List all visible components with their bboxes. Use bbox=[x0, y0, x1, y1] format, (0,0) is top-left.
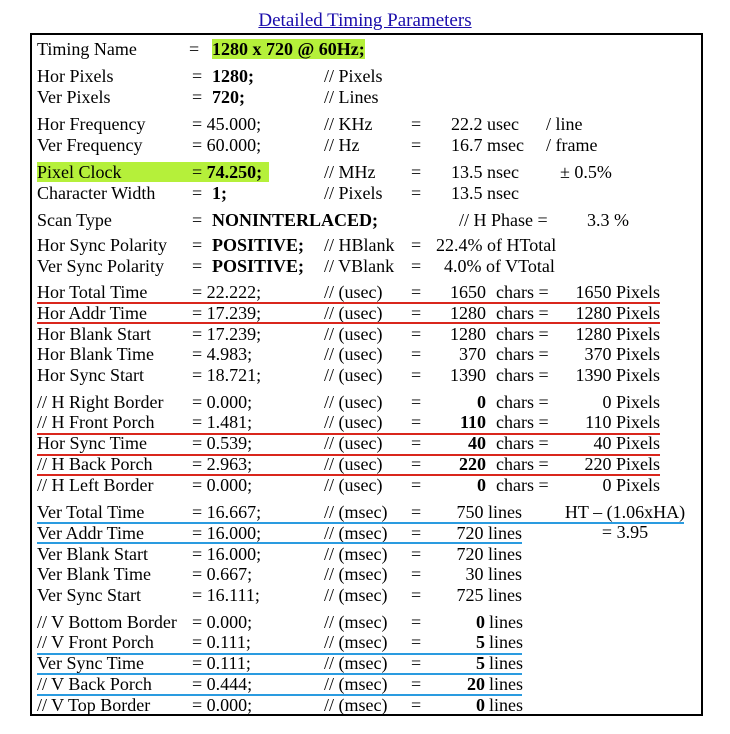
hdetail-row-chars: 0 bbox=[477, 392, 486, 412]
vdetail-row-word: lines bbox=[489, 674, 523, 694]
hor-row-pixels: 1650 Pixels bbox=[575, 282, 660, 302]
red-underline bbox=[37, 474, 660, 476]
char-width-num: 13.5 nsec bbox=[451, 183, 519, 203]
ver-row-lines: 720 lines bbox=[456, 544, 522, 564]
vdetail-row-eq: = bbox=[411, 674, 422, 694]
hdetail-row-chars: 0 bbox=[477, 475, 486, 495]
ver-row-label: Ver Blank Time bbox=[37, 564, 152, 584]
ver-row-unit: // (msec) bbox=[324, 502, 388, 522]
ver-row-value: = 16.667; bbox=[192, 502, 262, 522]
vdetail-row-word: lines bbox=[489, 632, 523, 652]
hor-row-eq: = bbox=[411, 303, 422, 323]
vdetail-row-eq: = bbox=[411, 653, 422, 673]
hdetail-row-value: = 1.481; bbox=[192, 412, 253, 432]
hor-row-pixels: 1390 Pixels bbox=[575, 365, 660, 385]
vdetail-row-label: // V Front Porch bbox=[37, 632, 154, 652]
vdetail-row-word: lines bbox=[489, 653, 523, 673]
vdetail-row-num: 20 bbox=[467, 674, 485, 694]
pixel-clock-label: Pixel Clock bbox=[37, 162, 189, 182]
hor-pixels-label: Hor Pixels bbox=[37, 66, 114, 86]
hor-row-value: = 22.222; bbox=[192, 282, 262, 302]
ver-freq-label: Ver Frequency bbox=[37, 135, 143, 155]
pixel-clock-unit: // MHz bbox=[324, 162, 376, 182]
hor-row-word: chars = bbox=[496, 282, 549, 302]
hor-row-chars: 1280 bbox=[450, 324, 486, 344]
vdetail-row-label: Ver Sync Time bbox=[37, 653, 145, 673]
ver-row-eq: = bbox=[411, 564, 422, 584]
h-phase-label: // H Phase = bbox=[459, 210, 548, 230]
blue-underline bbox=[37, 653, 522, 655]
vdetail-row-eq: = bbox=[411, 612, 422, 632]
ver-row-lines: 720 lines bbox=[456, 523, 522, 543]
hdetail-row-label: // H Left Border bbox=[37, 475, 154, 495]
hor-row-value: = 18.721; bbox=[192, 365, 262, 385]
ht-note-line1: HT – (1.06xHA) bbox=[564, 502, 686, 522]
hblank-eq: = bbox=[411, 235, 422, 255]
ver-row-value: = 16.000; bbox=[192, 544, 262, 564]
pixel-clock-eq: = bbox=[192, 162, 203, 182]
hor-row-word: chars = bbox=[496, 324, 549, 344]
hdetail-row-eq: = bbox=[411, 475, 422, 495]
hor-row-value: = 4.983; bbox=[192, 344, 253, 364]
vdetail-row-word: lines bbox=[489, 695, 523, 715]
hor-row-unit: // (usec) bbox=[324, 282, 383, 302]
pixel-clock-value: 74.250; bbox=[206, 162, 263, 182]
pixel-clock-value-group bbox=[189, 162, 269, 182]
ver-row-eq: = bbox=[411, 544, 422, 564]
hor-row-chars: 1650 bbox=[450, 282, 486, 302]
hdetail-row-pixels: 220 Pixels bbox=[584, 454, 660, 474]
vsync-pol-label: Ver Sync Polarity bbox=[37, 256, 164, 276]
red-underline bbox=[37, 322, 660, 324]
vdetail-row-label: // V Top Border bbox=[37, 695, 151, 715]
ver-row-unit: // (msec) bbox=[324, 523, 388, 543]
hdetail-row-value: = 0.000; bbox=[192, 475, 253, 495]
hor-row-eq: = bbox=[411, 344, 422, 364]
hor-freq-value: = 45.000; bbox=[192, 114, 262, 134]
ver-row-value: = 0.667; bbox=[192, 564, 253, 584]
hor-pixels-unit: // Pixels bbox=[324, 66, 383, 86]
vsync-pol-value: POSITIVE; bbox=[212, 256, 305, 276]
blue-underline bbox=[37, 542, 522, 544]
hsync-pol-eq: = bbox=[192, 235, 203, 255]
ver-freq-unit: // Hz bbox=[324, 135, 360, 155]
hdetail-row-pixels: 110 Pixels bbox=[585, 412, 660, 432]
hor-freq-eq: = bbox=[411, 114, 422, 134]
hor-row-chars: 1280 bbox=[450, 303, 486, 323]
ver-freq-value: = 60.000; bbox=[192, 135, 262, 155]
ver-freq-num: 16.7 msec bbox=[451, 135, 524, 155]
hor-row-eq: = bbox=[411, 365, 422, 385]
hdetail-row-unit: // (usec) bbox=[324, 392, 383, 412]
vdetail-row-num: 0 bbox=[476, 612, 485, 632]
vdetail-row-eq: = bbox=[411, 695, 422, 715]
h-phase-value: 3.3 % bbox=[587, 210, 629, 230]
ver-row-unit: // (msec) bbox=[324, 585, 388, 605]
ver-row-value: = 16.000; bbox=[192, 523, 262, 543]
hdetail-row-unit: // (usec) bbox=[324, 412, 383, 432]
ver-row-label: Ver Total Time bbox=[37, 502, 145, 522]
hdetail-row-label: // H Front Porch bbox=[37, 412, 155, 432]
vdetail-row-label: // V Back Porch bbox=[37, 674, 152, 694]
hdetail-row-label: Hor Sync Time bbox=[37, 433, 148, 453]
pixel-clock-eq2: = bbox=[411, 162, 422, 182]
hdetail-row-eq: = bbox=[411, 392, 422, 412]
hor-row-label: Hor Addr Time bbox=[37, 303, 148, 323]
char-width-value: 1; bbox=[212, 183, 227, 203]
hor-pixels-eq: = bbox=[192, 66, 203, 86]
vdetail-row-unit: // (msec) bbox=[324, 674, 388, 694]
vdetail-row-label: // V Bottom Border bbox=[37, 612, 177, 632]
red-underline bbox=[37, 433, 660, 435]
ver-row-eq: = bbox=[411, 523, 422, 543]
hor-row-label: Hor Sync Start bbox=[37, 365, 144, 385]
hor-row-chars: 370 bbox=[459, 344, 486, 364]
char-width-unit: // Pixels bbox=[324, 183, 383, 203]
hor-row-word: chars = bbox=[496, 303, 549, 323]
hdetail-row-value: = 0.000; bbox=[192, 392, 253, 412]
hdetail-row-unit: // (usec) bbox=[324, 475, 383, 495]
vblank-value: 4.0% of VTotal bbox=[444, 256, 555, 276]
hor-row-unit: // (usec) bbox=[324, 303, 383, 323]
pixel-clock-num: 13.5 nsec bbox=[451, 162, 519, 182]
scan-type-label: Scan Type bbox=[37, 210, 112, 230]
ver-row-eq: = bbox=[411, 502, 422, 522]
ver-row-lines: 30 lines bbox=[465, 564, 522, 584]
ver-row-value: = 16.111; bbox=[192, 585, 260, 605]
hor-row-value: = 17.239; bbox=[192, 324, 262, 344]
pixel-clock-tail: ± 0.5% bbox=[560, 162, 612, 182]
ver-row-eq: = bbox=[411, 585, 422, 605]
hdetail-row-unit: // (usec) bbox=[324, 454, 383, 474]
hor-freq-tail: / line bbox=[546, 114, 583, 134]
hor-pixels-value: 1280; bbox=[212, 66, 254, 86]
vblank-label: // VBlank bbox=[324, 256, 395, 276]
ver-pixels-label: Ver Pixels bbox=[37, 87, 111, 107]
ver-pixels-value: 720; bbox=[212, 87, 245, 107]
char-width-label: Character Width bbox=[37, 183, 156, 203]
hor-row-label: Hor Blank Time bbox=[37, 344, 155, 364]
hor-row-word: chars = bbox=[496, 344, 549, 364]
hor-row-eq: = bbox=[411, 282, 422, 302]
hdetail-row-eq: = bbox=[411, 433, 422, 453]
timing-name-eq: = bbox=[189, 39, 200, 59]
ht-note-line2: = 3.95 bbox=[601, 522, 649, 542]
hor-row-label: Hor Blank Start bbox=[37, 324, 151, 344]
vdetail-row-num: 0 bbox=[476, 695, 485, 715]
red-underline bbox=[37, 454, 660, 456]
char-width-eq: = bbox=[192, 183, 203, 203]
hor-row-pixels: 370 Pixels bbox=[584, 344, 660, 364]
hdetail-row-label: // H Right Border bbox=[37, 392, 164, 412]
scan-type-eq: = bbox=[192, 210, 203, 230]
hdetail-row-chars: 40 bbox=[468, 433, 486, 453]
hor-row-unit: // (usec) bbox=[324, 324, 383, 344]
hdetail-row-word: chars = bbox=[496, 454, 549, 474]
scan-type-value: NONINTERLACED; bbox=[212, 210, 379, 230]
hdetail-row-value: = 0.539; bbox=[192, 433, 253, 453]
vdetail-row-word: lines bbox=[489, 612, 523, 632]
hor-row-eq: = bbox=[411, 324, 422, 344]
vdetail-row-value: = 0.111; bbox=[192, 653, 251, 673]
red-underline bbox=[37, 302, 660, 304]
ver-freq-eq: = bbox=[411, 135, 422, 155]
hdetail-row-unit: // (usec) bbox=[324, 433, 383, 453]
hdetail-row-eq: = bbox=[411, 454, 422, 474]
hdetail-row-label: // H Back Porch bbox=[37, 454, 153, 474]
hor-freq-label: Hor Frequency bbox=[37, 114, 146, 134]
hblank-value: 22.4% of HTotal bbox=[436, 235, 557, 255]
ver-pixels-eq: = bbox=[192, 87, 203, 107]
hor-row-label: Hor Total Time bbox=[37, 282, 148, 302]
hdetail-row-word: chars = bbox=[496, 392, 549, 412]
vdetail-row-unit: // (msec) bbox=[324, 612, 388, 632]
blue-underline bbox=[37, 694, 522, 696]
hblank-label: // HBlank bbox=[324, 235, 395, 255]
vdetail-row-value: = 0.111; bbox=[192, 632, 251, 652]
char-width-eq2: = bbox=[411, 183, 422, 203]
hor-freq-unit: // KHz bbox=[324, 114, 373, 134]
vdetail-row-unit: // (msec) bbox=[324, 653, 388, 673]
hor-freq-num: 22.2 usec bbox=[451, 114, 519, 134]
timing-name-value: 1280 x 720 @ 60Hz; bbox=[212, 39, 365, 59]
hdetail-row-pixels: 40 Pixels bbox=[593, 433, 660, 453]
ver-freq-tail: / frame bbox=[546, 135, 598, 155]
ver-row-label: Ver Addr Time bbox=[37, 523, 145, 543]
ver-row-label: Ver Sync Start bbox=[37, 585, 141, 605]
ver-row-lines: 725 lines bbox=[456, 585, 522, 605]
hdetail-row-word: chars = bbox=[496, 412, 549, 432]
hor-row-pixels: 1280 Pixels bbox=[575, 303, 660, 323]
vdetail-row-num: 5 bbox=[476, 653, 485, 673]
ver-row-label: Ver Blank Start bbox=[37, 544, 148, 564]
hdetail-row-word: chars = bbox=[496, 433, 549, 453]
blue-underline bbox=[37, 522, 684, 524]
blue-underline bbox=[37, 673, 522, 675]
ver-pixels-unit: // Lines bbox=[324, 87, 379, 107]
hdetail-row-pixels: 0 Pixels bbox=[602, 475, 660, 495]
hdetail-row-word: chars = bbox=[496, 475, 549, 495]
hsync-pol-value: POSITIVE; bbox=[212, 235, 305, 255]
vdetail-row-value: = 0.000; bbox=[192, 612, 253, 632]
hdetail-row-pixels: 0 Pixels bbox=[602, 392, 660, 412]
vdetail-row-unit: // (msec) bbox=[324, 632, 388, 652]
vdetail-row-value: = 0.444; bbox=[192, 674, 253, 694]
hor-row-word: chars = bbox=[496, 365, 549, 385]
page-title[interactable]: Detailed Timing Parameters bbox=[258, 10, 472, 31]
vblank-eq: = bbox=[411, 256, 422, 276]
timing-name-label: Timing Name bbox=[37, 39, 137, 59]
vdetail-row-num: 5 bbox=[476, 632, 485, 652]
hdetail-row-value: = 2.963; bbox=[192, 454, 253, 474]
hdetail-row-chars: 220 bbox=[459, 454, 486, 474]
ver-row-lines: 750 lines bbox=[456, 502, 522, 522]
hor-row-pixels: 1280 Pixels bbox=[575, 324, 660, 344]
hor-row-unit: // (usec) bbox=[324, 344, 383, 364]
hdetail-row-chars: 110 bbox=[459, 412, 486, 432]
ver-row-unit: // (msec) bbox=[324, 544, 388, 564]
hdetail-row-eq: = bbox=[411, 412, 422, 432]
vdetail-row-value: = 0.000; bbox=[192, 695, 253, 715]
hor-row-unit: // (usec) bbox=[324, 365, 383, 385]
vdetail-row-eq: = bbox=[411, 632, 422, 652]
vsync-pol-eq: = bbox=[192, 256, 203, 276]
hor-row-chars: 1390 bbox=[450, 365, 486, 385]
vdetail-row-unit: // (msec) bbox=[324, 695, 388, 715]
ver-row-unit: // (msec) bbox=[324, 564, 388, 584]
hsync-pol-label: Hor Sync Polarity bbox=[37, 235, 167, 255]
hor-row-value: = 17.239; bbox=[192, 303, 262, 323]
